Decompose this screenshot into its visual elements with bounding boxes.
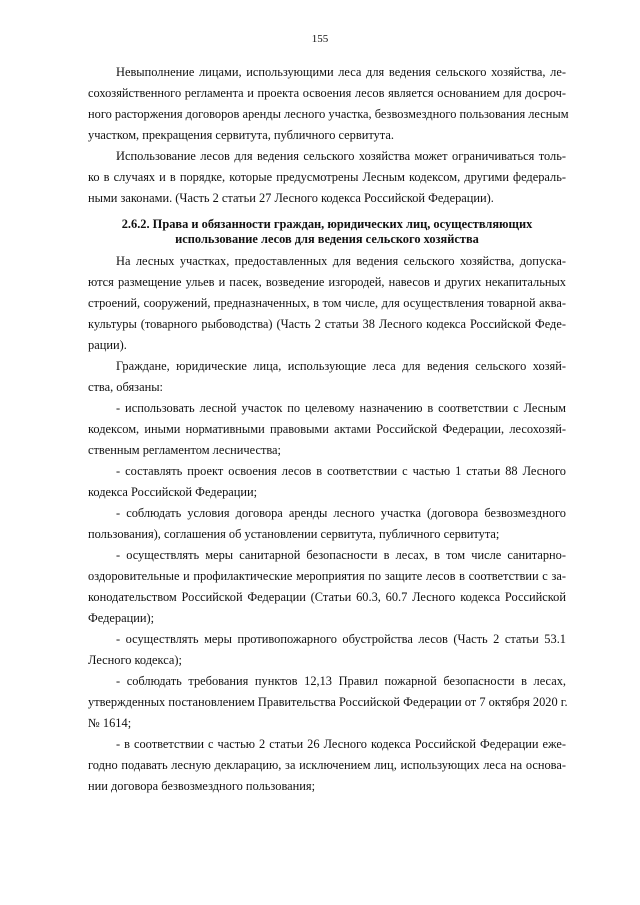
- paragraph-line: сохозяйственного регламента и проекта освоения лесов является основанием для досроч-: [88, 86, 566, 100]
- paragraph-line: Использование лесов для ведения сельского хозяйства может ограничиваться толь-: [116, 149, 566, 163]
- paragraph-line: нии договора безвозмездного пользования;: [88, 779, 316, 793]
- paragraph: [88, 251, 566, 356]
- paragraph-line: оздоровительные и профилактические мероприятия по защите лесов в соответствии с за-: [88, 569, 566, 583]
- paragraph-line: ного расторжения договоров аренды лесного участка, безвозмездного пользования лесным: [88, 107, 569, 121]
- paragraph-line: годно подавать лесную декларацию, за исключением лиц, использующих леса на основа-: [88, 758, 566, 772]
- paragraph-line: рации).: [88, 338, 127, 352]
- paragraph-line: культуры (товарного рыбоводства) (Часть 2 статьи 38 Лесного кодекса Российской Феде-: [88, 317, 566, 331]
- paragraph-line: ственным регламентом лесничества;: [88, 443, 282, 457]
- paragraph: [88, 356, 566, 398]
- paragraph-line: ными законами. (Часть 2 статьи 27 Лесного кодекса Российской Федерации).: [88, 191, 494, 205]
- paragraph-line: кодексом, иными нормативными правовыми актами Российской Федерации, лесохозяй-: [88, 422, 566, 436]
- paragraph-line: - в соответствии с частью 2 статьи 26 Лесного кодекса Российской Федерации еже-: [116, 737, 566, 751]
- paragraph-line: - соблюдать условия договора аренды лесного участка (договора безвозмездного: [116, 506, 566, 520]
- paragraph-line: - осуществлять меры санитарной безопасности в лесах, в том числе санитарно-: [116, 548, 566, 562]
- paragraph-line: ства, обязаны:: [88, 380, 163, 394]
- paragraph-line: - использовать лесной участок по целевому назначению в соответствии с Лесным: [116, 401, 566, 415]
- paragraph-line: утвержденных постановлением Правительства Российской Федерации от 7 октября 2020 г.: [88, 695, 568, 709]
- paragraph-line: ко в случаях и в порядке, которые предусмотрены Лесным кодексом, другими федераль-: [88, 170, 566, 184]
- paragraph-line: Невыполнение лицами, использующими леса для ведения сельского хозяйства, ле-: [116, 65, 566, 79]
- section-heading-line: использование лесов для ведения сельского хозяйства: [175, 232, 479, 246]
- paragraph-line: участком, прекращения сервитута, публичного сервитута.: [88, 128, 394, 142]
- paragraph-line: строений, сооружений, предназначенных, в том числе, для осуществления товарной аква-: [88, 296, 566, 310]
- paragraph-line: Граждане, юридические лица, использующие леса для ведения сельского хозяй-: [116, 359, 566, 373]
- document-body: [88, 62, 569, 797]
- paragraph-line: ются размещение ульев и пасек, возведение изгородей, навесов и других некапитальных: [88, 275, 566, 289]
- paragraph: [88, 629, 566, 671]
- paragraph: [88, 503, 566, 545]
- paragraph: [88, 461, 566, 503]
- paragraph-line: конодательством Российской Федерации (Статьи 60.3, 60.7 Лесного кодекса Российской: [88, 590, 566, 604]
- paragraph-line: - осуществлять меры противопожарного обустройства лесов (Часть 2 статьи 53.1: [116, 632, 566, 646]
- paragraph: [88, 146, 566, 209]
- paragraph: [88, 671, 566, 734]
- paragraph-line: пользования), соглашения об установлении сервитута, публичного сервитута;: [88, 527, 500, 541]
- paragraph-line: Федерации);: [88, 611, 155, 625]
- section-heading: [88, 217, 566, 247]
- paragraph-line: Лесного кодекса);: [88, 653, 182, 667]
- paragraph-line: На лесных участках, предоставленных для ведения сельского хозяйства, допуска-: [116, 254, 566, 268]
- paragraph-line: - соблюдать требования пунктов 12,13 Правил пожарной безопасности в лесах,: [116, 674, 566, 688]
- paragraph: [88, 545, 566, 629]
- paragraph: [88, 734, 566, 797]
- paragraph: [88, 62, 569, 146]
- paragraph-line: № 1614;: [88, 716, 132, 730]
- page-number: 155: [311, 33, 329, 45]
- section-heading-line: 2.6.2. Права и обязанности граждан, юридических лиц, осуществляющих: [121, 217, 533, 231]
- paragraph: [88, 398, 566, 461]
- paragraph-line: кодекса Российской Федерации;: [88, 485, 258, 499]
- paragraph-line: - составлять проект освоения лесов в соответствии с частью 1 статьи 88 Лесного: [116, 464, 566, 478]
